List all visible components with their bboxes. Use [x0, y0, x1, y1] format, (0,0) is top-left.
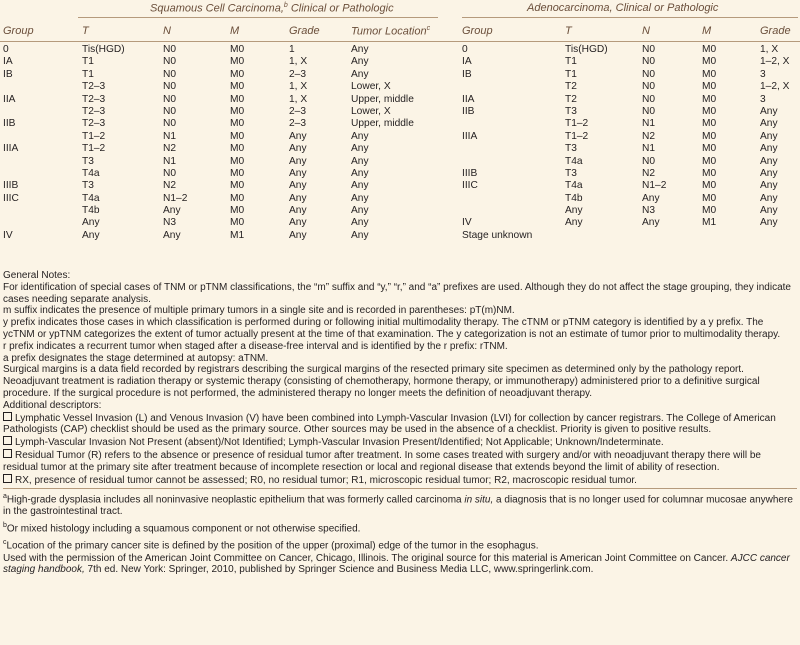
squamous-m-cell: M0 [230, 81, 245, 93]
squamous-grade-cell: Any [289, 167, 307, 179]
squamous-t-cell: Any [82, 229, 100, 241]
adeno-n-cell: N2 [642, 167, 656, 179]
squamous-t-cell: Tis(HGD) [82, 44, 125, 55]
table-row [0, 81, 800, 93]
squamous-grade-cell: Any [289, 192, 307, 204]
adeno-t-cell: Any [565, 205, 583, 217]
squamous-m-cell: M0 [230, 205, 245, 217]
squamous-location-cell: Lower, X [351, 81, 391, 93]
residual-note: Residual Tumor (R) refers to the absence or presence of residual tumor after treatment. In some cases treated with surgery and/or with neoadjuvant therapy there will be residual tumor at the primary site after treatment because of incomplete resection or local and regional disease that extends beyond the limit of ability of resection. [3, 449, 761, 473]
adeno-t-cell: T2 [565, 81, 577, 93]
adeno-t-cell: T1–2 [565, 118, 589, 130]
squamous-location-cell: Any [351, 68, 369, 80]
adeno-title: Adenocarcinoma, Clinical or Pathologic [527, 2, 719, 14]
squamous-m-cell: M0 [230, 118, 245, 130]
footnote-divider [3, 488, 797, 489]
squamous-location-cell: Any [351, 143, 369, 155]
squamous-n-cell: N1 [163, 130, 177, 142]
squamous-grade-cell: 1 [289, 44, 295, 55]
squamous-location-cell: Any [351, 192, 369, 204]
adeno-group-cell: IIIB [462, 167, 478, 179]
table-row [0, 106, 800, 118]
squamous-n-cell: N2 [163, 180, 177, 192]
table-row [0, 205, 800, 217]
col-grade-left: Grade [289, 25, 320, 37]
adeno-n-cell: N0 [642, 56, 656, 68]
squamous-grade-cell: Any [289, 205, 307, 217]
adeno-m-cell: M0 [702, 143, 717, 155]
adeno-group-cell: IIB [462, 105, 475, 117]
squamous-n-cell: N0 [163, 44, 177, 55]
squamous-location-cell: Any [351, 155, 369, 167]
squamous-underline [78, 17, 438, 18]
adeno-m-cell: M0 [702, 68, 717, 80]
adeno-m-cell: M1 [702, 217, 717, 229]
adeno-t-cell: T1 [565, 56, 577, 68]
adeno-t-cell: T4b [565, 192, 583, 204]
squamous-t-cell: T4a [82, 167, 100, 179]
r-prefix-note: r prefix indicates a recurrent tumor when staged after a disease-free interval and is identified by the r prefix: rTNM. [3, 340, 508, 352]
adeno-m-cell: M0 [702, 81, 717, 93]
table-header [0, 0, 800, 42]
checkbox-icon [3, 449, 12, 458]
adeno-m-cell: M0 [702, 205, 717, 217]
squamous-n-cell: Any [163, 205, 181, 217]
squamous-n-cell: N0 [163, 118, 177, 130]
squamous-n-cell: N2 [163, 143, 177, 155]
squamous-n-cell: N0 [163, 93, 177, 105]
squamous-m-cell: M0 [230, 192, 245, 204]
adeno-t-cell: T4a [565, 155, 583, 167]
adeno-grade-cell: Any [760, 143, 778, 155]
col-t-right: T [565, 25, 572, 37]
squamous-group-cell: IIB [3, 118, 16, 130]
col-n-left: N [163, 25, 171, 37]
adeno-group-cell: IA [462, 56, 472, 68]
col-m-right: M [702, 25, 712, 37]
squamous-n-cell: N1 [163, 155, 177, 167]
squamous-m-cell: M0 [230, 180, 245, 192]
squamous-n-cell: N0 [163, 105, 177, 117]
adeno-grade-cell: Any [760, 180, 778, 192]
general-notes-title: General Notes: [3, 270, 71, 281]
squamous-m-cell: M0 [230, 155, 245, 167]
adeno-group-cell: IIIA [462, 130, 478, 142]
squamous-m-cell: M0 [230, 68, 245, 80]
surgical-margins-note: Surgical margins is a data field recorded by registrars describing the surgical margins of the resected primary site specimen as determined only by the pathology report. [3, 364, 744, 376]
squamous-location-cell: Any [351, 56, 369, 68]
table-row [0, 44, 800, 56]
squamous-t-cell: T2–3 [82, 118, 106, 130]
credit-line: Used with the permission of the American Joint Committee on Cancer, Chicago, Illinois. The original source for this material is American Joint Committee on Cancer. AJCC cancer staging handbook, 7th ed. New York: Springer, 2010, published by Springer Science and Business Media LLC, www.springerlink.com. [3, 552, 790, 576]
squamous-group-cell: IIIB [3, 180, 19, 192]
table-row [0, 69, 800, 81]
squamous-grade-cell: Any [289, 217, 307, 229]
squamous-grade-cell: Any [289, 143, 307, 155]
adeno-n-cell: Any [642, 217, 660, 229]
adeno-t-cell: T3 [565, 167, 577, 179]
squamous-group-cell: IB [3, 68, 13, 80]
adeno-n-cell: N1–2 [642, 180, 667, 192]
checkbox-icon [3, 474, 12, 483]
squamous-location-cell: Lower, X [351, 105, 391, 117]
adeno-m-cell: M0 [702, 44, 717, 55]
squamous-t-cell: T1 [82, 56, 94, 68]
squamous-location-cell: Any [351, 217, 369, 229]
table-row [0, 56, 800, 68]
neoadjuvant-note: Neoadjuvant treatment is radiation therapy or systemic therapy (consisting of chemotherapy, hormone therapy, or immunotherapy) administered prior to a definitive surgical procedure. If the surgical procedure is not performed, the administered therapy no longer meets the definition of neoadjuvant therapy. [3, 376, 760, 399]
table-row [0, 143, 800, 155]
table-row [0, 168, 800, 180]
adeno-m-cell: M0 [702, 56, 717, 68]
squamous-group-cell: 0 [3, 44, 9, 55]
adeno-n-cell: N1 [642, 143, 656, 155]
table-row [0, 193, 800, 205]
adeno-m-cell: M0 [702, 180, 717, 192]
adeno-grade-cell: Any [760, 118, 778, 130]
table-row [0, 94, 800, 106]
adeno-t-cell: T2 [565, 93, 577, 105]
adeno-group-cell: 0 [462, 44, 468, 55]
adeno-group-cell: IIA [462, 93, 475, 105]
adeno-grade-cell: 1–2, X [760, 56, 790, 68]
squamous-grade-cell: Any [289, 130, 307, 142]
adeno-n-cell: N0 [642, 44, 656, 55]
adeno-n-cell: N2 [642, 130, 656, 142]
adeno-t-cell: Any [565, 217, 583, 229]
squamous-location-cell: Any [351, 167, 369, 179]
squamous-grade-cell: Any [289, 229, 307, 241]
squamous-m-cell: M0 [230, 130, 245, 142]
additional-descriptors-title: Additional descriptors: [3, 399, 102, 411]
squamous-t-cell: T4b [82, 205, 100, 217]
notes-section [3, 270, 797, 576]
lvi-note: Lymphatic Vessel Invasion (L) and Venous Invasion (V) have been combined into Lymph-Vascular Invasion (LVI) for collection by cancer registrars. The College of American Pathologists (CAP) checklist should be used as the primary source. Other sources may be used in the absence of a checklist. Priority is given to positive results. [3, 412, 776, 436]
staging-table [0, 44, 800, 242]
squamous-t-cell: T1–2 [82, 130, 106, 142]
footnote-a: $^a$High-grade dysplasia includes all noninvasive neoplastic epithelium that was formerly called carcinoma in situ, a diagnosis that is no longer used for columnar mucosae anywhere in the gastrointestinal tract. [3, 493, 793, 518]
squamous-n-cell: N3 [163, 217, 177, 229]
adeno-group-cell: Stage unknown [462, 229, 533, 241]
squamous-n-cell: Any [163, 229, 181, 241]
adeno-grade-cell: 3 [760, 68, 766, 80]
squamous-t-cell: T2–3 [82, 105, 106, 117]
squamous-group-cell: IA [3, 56, 13, 68]
header-rule [0, 41, 800, 42]
table-row [0, 118, 800, 130]
squamous-t-cell: T2–3 [82, 93, 106, 105]
squamous-t-cell: T3 [82, 180, 94, 192]
squamous-m-cell: M1 [230, 229, 245, 241]
footnote-c: $^c$Location of the primary cancer site is defined by the position of the upper (proximal) edge of the tumor in the esophagus. [3, 539, 539, 552]
adeno-n-cell: N3 [642, 205, 656, 217]
squamous-location-cell: Any [351, 229, 369, 241]
squamous-n-cell: N0 [163, 56, 177, 68]
adeno-grade-cell: 1–2, X [760, 81, 790, 93]
m-suffix-note: m suffix indicates the presence of multiple primary tumors in a single site and is recorded in parentheses: pT(m)NM. [3, 305, 515, 317]
adeno-n-cell: N0 [642, 155, 656, 167]
squamous-n-cell: N0 [163, 81, 177, 93]
adeno-underline [462, 17, 798, 18]
adeno-grade-cell: Any [760, 192, 778, 204]
squamous-group-cell: IIIC [3, 192, 19, 204]
squamous-grade-cell: Any [289, 155, 307, 167]
general-notes-intro: For identification of special cases of TNM or pTNM classifications, the “m” suffix and “y,” “r,” and “a” prefixes are used. Although they do not affect the stage grouping, they indicate cases needing separate analysis. [3, 281, 791, 305]
col-group-right: Group [462, 25, 493, 37]
squamous-n-cell: N1–2 [163, 192, 188, 204]
adeno-grade-cell: 1, X [760, 44, 779, 55]
squamous-m-cell: M0 [230, 93, 245, 105]
checkbox-icon [3, 412, 12, 421]
squamous-location-cell: Any [351, 205, 369, 217]
adeno-grade-cell: 3 [760, 93, 766, 105]
squamous-location-cell: Upper, middle [351, 118, 414, 130]
adeno-t-cell: T3 [565, 105, 577, 117]
col-location-left: Tumor Location$^c$ [351, 25, 431, 38]
squamous-location-cell: Any [351, 130, 369, 142]
squamous-location-cell: Any [351, 44, 369, 55]
adeno-t-cell: Tis(HGD) [565, 44, 608, 55]
lvi-values-note: Lymph-Vascular Invasion Not Present (absent)/Not Identified; Lymph-Vascular Invasion Present/Identified; Not Applicable; Unknown/Indeterminate. [3, 436, 797, 449]
squamous-m-cell: M0 [230, 167, 245, 179]
adeno-t-cell: T1–2 [565, 130, 589, 142]
adeno-n-cell: N0 [642, 105, 656, 117]
adeno-m-cell: M0 [702, 118, 717, 130]
squamous-grade-cell: 2–3 [289, 118, 306, 130]
adeno-group-cell: IIIC [462, 180, 478, 192]
adeno-n-cell: N1 [642, 118, 656, 130]
squamous-m-cell: M0 [230, 143, 245, 155]
squamous-t-cell: T4a [82, 192, 100, 204]
squamous-grade-cell: 2–3 [289, 68, 306, 80]
table-row [0, 217, 800, 229]
squamous-grade-cell: Any [289, 180, 307, 192]
adeno-group-cell: IB [462, 68, 472, 80]
squamous-m-cell: M0 [230, 56, 245, 68]
table-row [0, 180, 800, 192]
adeno-t-cell: T1 [565, 68, 577, 80]
squamous-t-cell: T1–2 [82, 143, 106, 155]
adeno-grade-cell: Any [760, 167, 778, 179]
adeno-m-cell: M0 [702, 167, 717, 179]
adeno-m-cell: M0 [702, 155, 717, 167]
y-prefix-note: y prefix indicates those cases in which classification is performed during or following initial multimodality therapy. The cTNM or pTNM category is identified by a y prefix. The ycTNM or ypTNM categorizes the extent of tumor actually present at the time of that examination. The y categorization is not an estimate of tumor prior to multimodality therapy. [3, 317, 781, 340]
squamous-group-cell: IV [3, 229, 13, 241]
adeno-m-cell: M0 [702, 105, 717, 117]
adeno-n-cell: Any [642, 192, 660, 204]
adeno-m-cell: M0 [702, 130, 717, 142]
adeno-m-cell: M0 [702, 192, 717, 204]
adeno-grade-cell: Any [760, 130, 778, 142]
col-m-left: M [230, 25, 240, 37]
squamous-t-cell: T2–3 [82, 81, 106, 93]
squamous-grade-cell: 1, X [289, 56, 308, 68]
adeno-grade-cell: Any [760, 155, 778, 167]
squamous-t-cell: T3 [82, 155, 94, 167]
residual-values-note: RX, presence of residual tumor cannot be assessed; R0, no residual tumor; R1, microscopic residual tumor; R2, macroscopic residual tumor. [3, 474, 797, 487]
squamous-grade-cell: 2–3 [289, 105, 306, 117]
squamous-group-cell: IIA [3, 93, 16, 105]
table-row [0, 156, 800, 168]
squamous-location-cell: Upper, middle [351, 93, 414, 105]
squamous-grade-cell: 1, X [289, 93, 308, 105]
squamous-grade-cell: 1, X [289, 81, 308, 93]
adeno-m-cell: M0 [702, 93, 717, 105]
table-row [0, 230, 800, 242]
adeno-grade-cell: Any [760, 205, 778, 217]
col-grade-right: Grade [760, 25, 791, 37]
adeno-n-cell: N0 [642, 68, 656, 80]
checkbox-icon [3, 436, 12, 445]
squamous-title: Squamous Cell Carcinoma,$^b$ Clinical or Pathologic [150, 2, 394, 15]
squamous-t-cell: T1 [82, 68, 94, 80]
table-row [0, 131, 800, 143]
squamous-m-cell: M0 [230, 44, 245, 55]
col-group-left: Group [3, 25, 34, 37]
squamous-m-cell: M0 [230, 217, 245, 229]
col-n-right: N [642, 25, 650, 37]
adeno-grade-cell: Any [760, 105, 778, 117]
squamous-n-cell: N0 [163, 167, 177, 179]
footnote-b: $^b$Or mixed histology including a squamous component or not otherwise specified. [3, 522, 361, 535]
adeno-group-cell: IV [462, 217, 472, 229]
a-prefix-note: a prefix designates the stage determined at autopsy: aTNM. [3, 352, 269, 364]
squamous-n-cell: N0 [163, 68, 177, 80]
adeno-grade-cell: Any [760, 217, 778, 229]
adeno-n-cell: N0 [642, 93, 656, 105]
col-t-left: T [82, 25, 89, 37]
adeno-t-cell: T3 [565, 143, 577, 155]
squamous-t-cell: Any [82, 217, 100, 229]
squamous-group-cell: IIIA [3, 143, 19, 155]
squamous-m-cell: M0 [230, 105, 245, 117]
adeno-n-cell: N0 [642, 81, 656, 93]
squamous-location-cell: Any [351, 180, 369, 192]
adeno-t-cell: T4a [565, 180, 583, 192]
